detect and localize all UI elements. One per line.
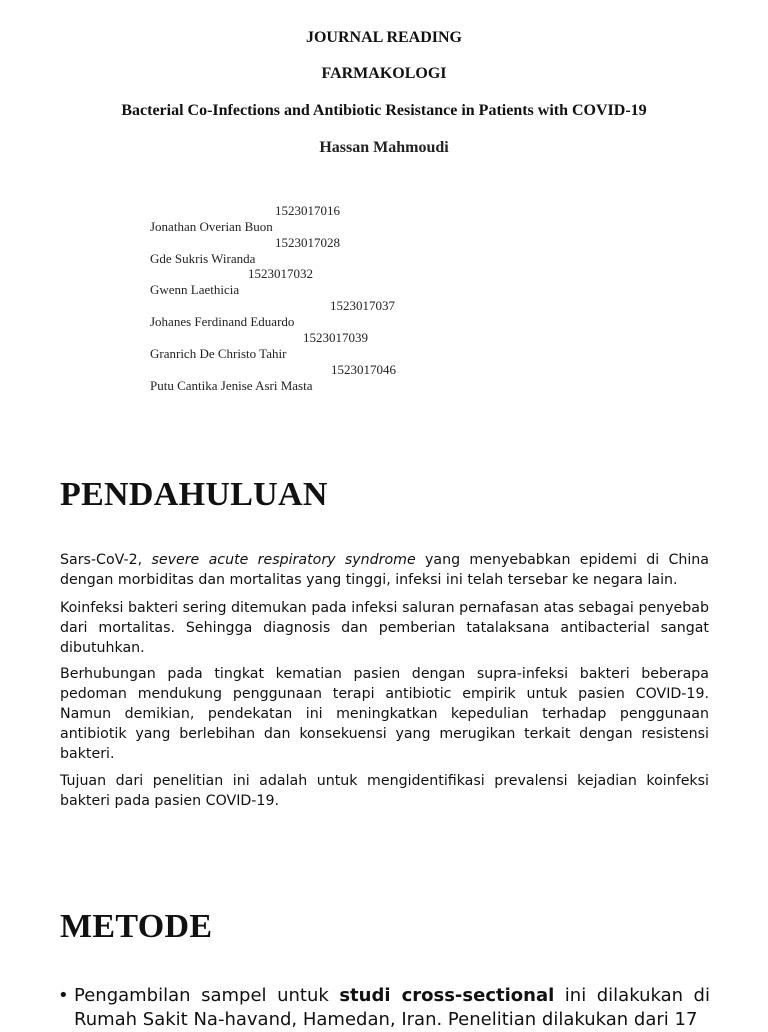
section-heading-metode: METODE	[60, 908, 213, 945]
paragraph-objective: Tujuan dari penelitian ini adalah untuk mengidentifikasi prevalensi kejadian koinfeksi bakteri pada pasien COVID-19.	[60, 773, 709, 809]
member-nim: 1523017046	[331, 362, 396, 377]
article-author: Hassan Mahmoudi	[319, 139, 449, 156]
member-name: Gde Sukris Wiranda	[150, 251, 256, 266]
subject-title: FARMAKOLOGI	[321, 65, 447, 82]
member-nim: 1523017039	[303, 330, 368, 345]
bullet-text-part: ini dilakukan di Rumah Sakit Na-havand, Hamedan, Iran. Penelitian dilakukan dari 17	[74, 985, 710, 1030]
paragraph-italic-term: severe acute respiratory syndrome	[151, 552, 416, 568]
member-row	[137, 362, 396, 426]
member-nim: 1523017016	[275, 203, 340, 218]
paragraph-text: Sars-CoV-2,	[60, 552, 152, 568]
paragraph-coinfection: Koinfeksi bakteri sering ditemukan pada infeksi saluran pernafasan atas sebagai penyebab dari mortalitas. Sehingga diagnosis dan pemberian tatalaksana antibacterial sangat dibutuhkan.	[60, 600, 709, 656]
member-name: Johanes Ferdinand Eduardo	[150, 314, 295, 329]
document-type-title: JOURNAL READING	[305, 29, 462, 46]
member-nim: 1523017028	[275, 235, 340, 250]
article-title: Bacterial Co-Infections and Antibiotic Resistance in Patients with COVID-19	[121, 102, 647, 119]
bullet-bold-term: studi cross-sectional	[339, 985, 555, 1006]
paragraph-mortality: Berhubungan pada tingkat kematian pasien dengan supra-infeksi bakteri beberapa pedoman mendukung penggunaan terapi antibiotic empirik untuk pasien COVID-19. Namun demikian, pendekatan ini meningkatkan kepedulian terhadap penggunaan antibiotik yang berlebihan dan konsekuensi yang merugikan terkait dengan resistensi bakteri.	[60, 666, 709, 762]
member-nim: 1523017032	[248, 266, 313, 281]
member-nim: 1523017037	[330, 298, 395, 313]
member-name: Putu Cantika Jenise Asri Masta	[150, 378, 313, 393]
member-name: Jonathan Overian Buon	[150, 219, 273, 234]
bullet-icon: •	[58, 985, 69, 1006]
member-name: Granrich De Christo Tahir	[150, 346, 287, 361]
bullet-text	[58, 984, 710, 1032]
member-name: Gwenn Laethicia	[150, 282, 240, 297]
paragraph-intro	[60, 550, 709, 590]
metode-bullet-item	[58, 984, 710, 1032]
paragraph-text: yang menyebabkan epidemi di China dengan morbiditas dan mortalitas yang tinggi, infeksi ini telah tersebar ke negara lain.	[60, 552, 709, 588]
section-heading-pendahuluan: PENDAHULUAN	[60, 476, 328, 513]
bullet-text-part: Pengambilan sampel untuk	[74, 985, 340, 1006]
